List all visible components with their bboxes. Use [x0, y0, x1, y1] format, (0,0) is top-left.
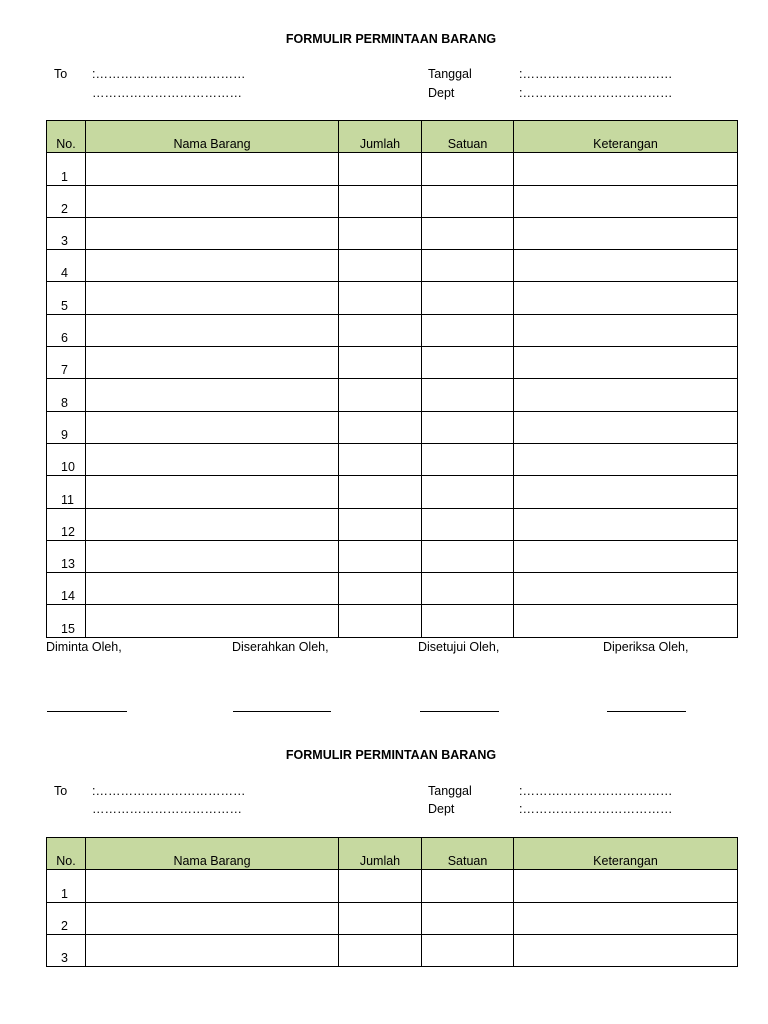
table-row — [47, 314, 738, 346]
nama-barang-cell[interactable] — [86, 508, 339, 540]
row-number-cell: 14 — [47, 573, 86, 605]
table-row — [47, 508, 738, 540]
satuan-cell[interactable] — [422, 347, 514, 379]
to-field-line2[interactable]: ……………………………… — [92, 86, 242, 100]
nama-barang-cell[interactable] — [86, 540, 339, 572]
nama-barang-cell[interactable] — [86, 379, 339, 411]
table-row — [47, 934, 738, 966]
jumlah-cell[interactable] — [339, 347, 422, 379]
table-row — [47, 476, 738, 508]
keterangan-cell[interactable] — [514, 185, 738, 217]
signature-label-diperiksa: Diperiksa Oleh, — [603, 640, 689, 654]
satuan-cell[interactable] — [422, 605, 514, 637]
col-header-keterangan: Keterangan — [514, 838, 738, 870]
nama-barang-cell[interactable] — [86, 250, 339, 282]
dept-label: Dept — [428, 802, 455, 816]
nama-barang-cell[interactable] — [86, 870, 339, 902]
jumlah-cell[interactable] — [339, 508, 422, 540]
keterangan-cell[interactable] — [514, 250, 738, 282]
keterangan-cell[interactable] — [514, 870, 738, 902]
table-row — [47, 185, 738, 217]
col-header-jumlah: Jumlah — [339, 838, 422, 870]
satuan-cell[interactable] — [422, 250, 514, 282]
jumlah-cell[interactable] — [339, 540, 422, 572]
col-header-nama-barang: Nama Barang — [86, 121, 339, 153]
signature-label-diminta: Diminta Oleh, — [46, 640, 122, 654]
dept-field[interactable]: :……………………………… — [519, 86, 673, 100]
col-header-no: No. — [47, 838, 86, 870]
form-title: FORMULIR PERMINTAAN BARANG — [285, 748, 497, 762]
dept-label: Dept — [428, 86, 455, 100]
nama-barang-cell[interactable] — [86, 153, 339, 185]
col-header-satuan: Satuan — [422, 838, 514, 870]
jumlah-cell[interactable] — [339, 934, 422, 966]
items-table — [46, 120, 738, 638]
table-row — [47, 217, 738, 249]
row-number-cell: 8 — [47, 379, 86, 411]
satuan-cell[interactable] — [422, 870, 514, 902]
keterangan-cell[interactable] — [514, 605, 738, 637]
table-header-row — [47, 121, 738, 153]
row-number-cell: 2 — [47, 902, 86, 934]
jumlah-cell[interactable] — [339, 476, 422, 508]
signature-label-diserahkan: Diserahkan Oleh, — [232, 640, 329, 654]
row-number-cell: 10 — [47, 443, 86, 475]
nama-barang-cell[interactable] — [86, 411, 339, 443]
table-header-row — [47, 838, 738, 870]
keterangan-cell[interactable] — [514, 379, 738, 411]
row-number-cell: 1 — [47, 870, 86, 902]
satuan-cell[interactable] — [422, 934, 514, 966]
keterangan-cell[interactable] — [514, 153, 738, 185]
table-row — [47, 443, 738, 475]
jumlah-cell[interactable] — [339, 443, 422, 475]
col-header-no: No. — [47, 121, 86, 153]
table-row — [47, 411, 738, 443]
jumlah-cell[interactable] — [339, 605, 422, 637]
row-number-cell: 15 — [47, 605, 86, 637]
items-table — [46, 837, 738, 967]
col-header-keterangan: Keterangan — [514, 121, 738, 153]
to-field[interactable]: :……………………………… — [92, 784, 246, 798]
table-row — [47, 870, 738, 902]
tanggal-label: Tanggal — [428, 67, 472, 81]
row-number-cell: 9 — [47, 411, 86, 443]
jumlah-cell[interactable] — [339, 217, 422, 249]
row-number-cell: 4 — [47, 250, 86, 282]
row-number-cell: 11 — [47, 476, 86, 508]
nama-barang-cell[interactable] — [86, 605, 339, 637]
satuan-cell[interactable] — [422, 282, 514, 314]
nama-barang-cell[interactable] — [86, 185, 339, 217]
table-row — [47, 282, 738, 314]
keterangan-cell[interactable] — [514, 347, 738, 379]
jumlah-cell[interactable] — [339, 870, 422, 902]
row-number-cell: 2 — [47, 185, 86, 217]
row-number-cell: 5 — [47, 282, 86, 314]
signature-label-disetujui: Disetujui Oleh, — [418, 640, 500, 654]
row-number-cell: 1 — [47, 153, 86, 185]
tanggal-field[interactable]: :……………………………… — [519, 67, 673, 81]
nama-barang-cell[interactable] — [86, 314, 339, 346]
satuan-cell[interactable] — [422, 573, 514, 605]
satuan-cell[interactable] — [422, 185, 514, 217]
jumlah-cell[interactable] — [339, 314, 422, 346]
nama-barang-cell[interactable] — [86, 476, 339, 508]
nama-barang-cell[interactable] — [86, 443, 339, 475]
satuan-cell[interactable] — [422, 902, 514, 934]
keterangan-cell[interactable] — [514, 934, 738, 966]
tanggal-label: Tanggal — [428, 784, 472, 798]
table-row — [47, 379, 738, 411]
table-row — [47, 902, 738, 934]
row-number-cell: 3 — [47, 934, 86, 966]
signature-line-diminta[interactable] — [47, 711, 127, 712]
to-field[interactable]: :……………………………… — [92, 67, 246, 81]
dept-field[interactable]: :……………………………… — [519, 802, 673, 816]
to-field-line2[interactable]: ……………………………… — [92, 802, 242, 816]
table-row — [47, 347, 738, 379]
keterangan-cell[interactable] — [514, 476, 738, 508]
satuan-cell[interactable] — [422, 411, 514, 443]
keterangan-cell[interactable] — [514, 508, 738, 540]
jumlah-cell[interactable] — [339, 153, 422, 185]
col-header-satuan: Satuan — [422, 121, 514, 153]
satuan-cell[interactable] — [422, 476, 514, 508]
to-label: To — [54, 784, 68, 798]
nama-barang-cell[interactable] — [86, 217, 339, 249]
jumlah-cell[interactable] — [339, 902, 422, 934]
row-number-cell: 7 — [47, 347, 86, 379]
nama-barang-cell[interactable] — [86, 347, 339, 379]
satuan-cell[interactable] — [422, 217, 514, 249]
jumlah-cell[interactable] — [339, 282, 422, 314]
row-number-cell: 13 — [47, 540, 86, 572]
to-label: To — [54, 67, 68, 81]
col-header-jumlah: Jumlah — [339, 121, 422, 153]
keterangan-cell[interactable] — [514, 443, 738, 475]
satuan-cell[interactable] — [422, 443, 514, 475]
nama-barang-cell[interactable] — [86, 573, 339, 605]
satuan-cell[interactable] — [422, 314, 514, 346]
jumlah-cell[interactable] — [339, 573, 422, 605]
table-row — [47, 540, 738, 572]
table-row — [47, 250, 738, 282]
nama-barang-cell[interactable] — [86, 934, 339, 966]
row-number-cell: 12 — [47, 508, 86, 540]
keterangan-cell[interactable] — [514, 902, 738, 934]
keterangan-cell[interactable] — [514, 540, 738, 572]
tanggal-field[interactable]: :……………………………… — [519, 784, 673, 798]
keterangan-cell[interactable] — [514, 282, 738, 314]
row-number-cell: 6 — [47, 314, 86, 346]
row-number-cell: 3 — [47, 217, 86, 249]
signature-line-diserahkan[interactable] — [233, 711, 331, 712]
satuan-cell[interactable] — [422, 153, 514, 185]
jumlah-cell[interactable] — [339, 411, 422, 443]
signature-line-diperiksa[interactable] — [607, 711, 686, 712]
form-title: FORMULIR PERMINTAAN BARANG — [285, 32, 497, 46]
table-row — [47, 573, 738, 605]
nama-barang-cell[interactable] — [86, 902, 339, 934]
satuan-cell[interactable] — [422, 508, 514, 540]
keterangan-cell[interactable] — [514, 314, 738, 346]
col-header-nama-barang: Nama Barang — [86, 838, 339, 870]
keterangan-cell[interactable] — [514, 573, 738, 605]
nama-barang-cell[interactable] — [86, 282, 339, 314]
jumlah-cell[interactable] — [339, 250, 422, 282]
table-row — [47, 153, 738, 185]
jumlah-cell[interactable] — [339, 185, 422, 217]
signature-line-disetujui[interactable] — [420, 711, 499, 712]
keterangan-cell[interactable] — [514, 217, 738, 249]
table-row — [47, 605, 738, 637]
satuan-cell[interactable] — [422, 379, 514, 411]
jumlah-cell[interactable] — [339, 379, 422, 411]
keterangan-cell[interactable] — [514, 411, 738, 443]
satuan-cell[interactable] — [422, 540, 514, 572]
